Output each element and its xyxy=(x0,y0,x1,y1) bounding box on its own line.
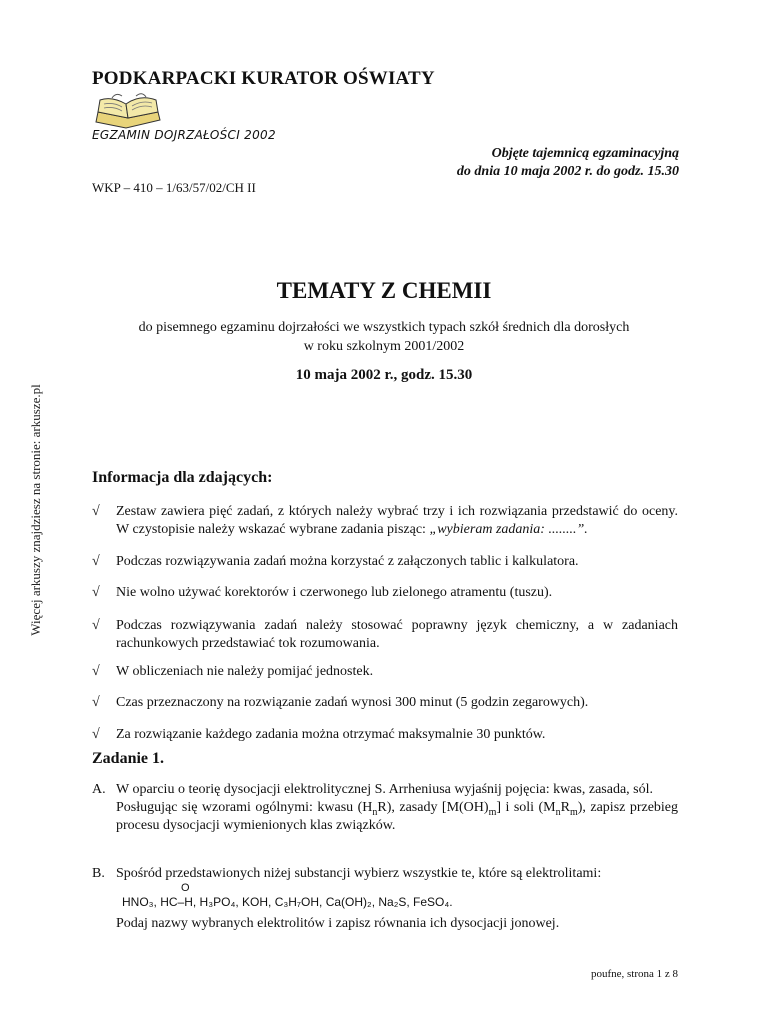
info-item-text: Zestaw zawiera pięć zadań, z których należy wybrać trzy i ich rozwiązania przedstawić do oceny. W czystopisie należy wskazać wybrane zadania pisząc: „wybieram zadania: ........”. xyxy=(116,504,678,537)
subtitle xyxy=(0,318,768,356)
info-item xyxy=(92,726,678,744)
info-item xyxy=(92,663,678,681)
exam-date: 10 maja 2002 r., godz. 15.30 xyxy=(295,367,473,383)
task-part-letter: B. xyxy=(92,866,105,881)
check-mark-icon: √ xyxy=(92,695,100,710)
task-b-followup: Podaj nazwy wybranych elektrolitów i zapisz równania ich dysocjacji jonowej. xyxy=(116,916,560,931)
task-1-heading: Zadanie 1. xyxy=(92,750,165,767)
info-item xyxy=(92,694,678,712)
side-watermark-text: Więcej arkuszy znajdziesz na stronie: arkusze.pl xyxy=(28,384,43,636)
info-item-text: Nie wolno używać korektorów i czerwonego lub zielonego atramentu (tuszu). xyxy=(116,585,553,600)
subtitle-line-2: w roku szkolnym 2001/2002 xyxy=(303,339,465,354)
task-1-part-b xyxy=(92,865,678,883)
exam-year-label: EGZAMIN DOJRZAŁOŚCI 2002 xyxy=(92,128,276,142)
info-heading: Informacja dla zdających: xyxy=(92,469,273,486)
reference-code: WKP – 410 – 1/63/57/02/CH II xyxy=(92,180,256,195)
check-mark-icon: √ xyxy=(92,727,100,742)
open-book-logo xyxy=(92,92,164,132)
info-item xyxy=(92,584,678,602)
info-item-text: W obliczeniach nie należy pomijać jednostek. xyxy=(116,664,374,679)
confidential-line-1: Objęte tajemnicą egzaminacyjną xyxy=(491,146,679,161)
subtitle-line-1: do pisemnego egzaminu dojrzałości we wszystkich typach szkół średnich dla dorosłych xyxy=(138,320,630,335)
task-a-text-2: Posługując się wzorami ogólnymi: kwasu $(H_nR)$, zasady $[M(OH)_m]$ i soli $(M_nR_m)$, zapisz przebieg procesu dysocjacji wymienionych klas związków. xyxy=(116,800,679,833)
info-item xyxy=(92,553,678,571)
check-mark-icon: √ xyxy=(92,664,100,679)
confidential-notice xyxy=(457,145,679,181)
page-footer: poufne, strona 1 z 8 xyxy=(590,968,678,980)
info-item xyxy=(92,617,678,653)
info-item xyxy=(92,503,678,539)
task-1-part-a xyxy=(92,781,678,835)
info-item-text: Za rozwiązanie każdego zadania można otrzymać maksymalnie 30 punktów. xyxy=(116,727,546,742)
info-item-text: Podczas rozwiązywania zadań można korzystać z załączonych tablic i kalkulatora. xyxy=(116,554,579,569)
organization-title: PODKARPACKI KURATOR OŚWIATY xyxy=(92,68,435,89)
check-mark-icon: √ xyxy=(92,618,100,633)
check-mark-icon: √ xyxy=(92,504,100,519)
task-part-letter: A. xyxy=(92,782,106,797)
check-mark-icon: √ xyxy=(92,585,100,600)
page-title: TEMATY Z CHEMII xyxy=(276,278,492,303)
info-item-text: Czas przeznaczony na rozwiązanie zadań wynosi 300 minut (5 godzin zegarowych). xyxy=(116,695,589,710)
formula-oxygen-label: O xyxy=(181,882,190,894)
confidential-line-2: do dnia 10 maja 2002 r. do godz. 15.30 xyxy=(456,164,679,179)
check-mark-icon: √ xyxy=(92,554,100,569)
substances-formula-list: HNO₃, HC–H, H₃PO₄, KOH, C₃H₇OH, Ca(OH)₂, Na₂S, FeSO₄. xyxy=(122,895,453,909)
task-a-text-1: W oparciu o teorię dysocjacji elektrolitycznej S. Arrheniusa wyjaśnij pojęcia: kwas, zasada, sól. xyxy=(116,782,654,797)
info-item-text: Podczas rozwiązywania zadań należy stosować poprawny język chemiczny, a w zadaniach rachunkowych przedstawiać tok rozumowania. xyxy=(116,618,678,651)
task-part-body xyxy=(116,781,678,835)
task-b-text: Spośród przedstawionych niżej substancji wybierz wszystkie te, które są elektrolitami: xyxy=(116,866,602,881)
